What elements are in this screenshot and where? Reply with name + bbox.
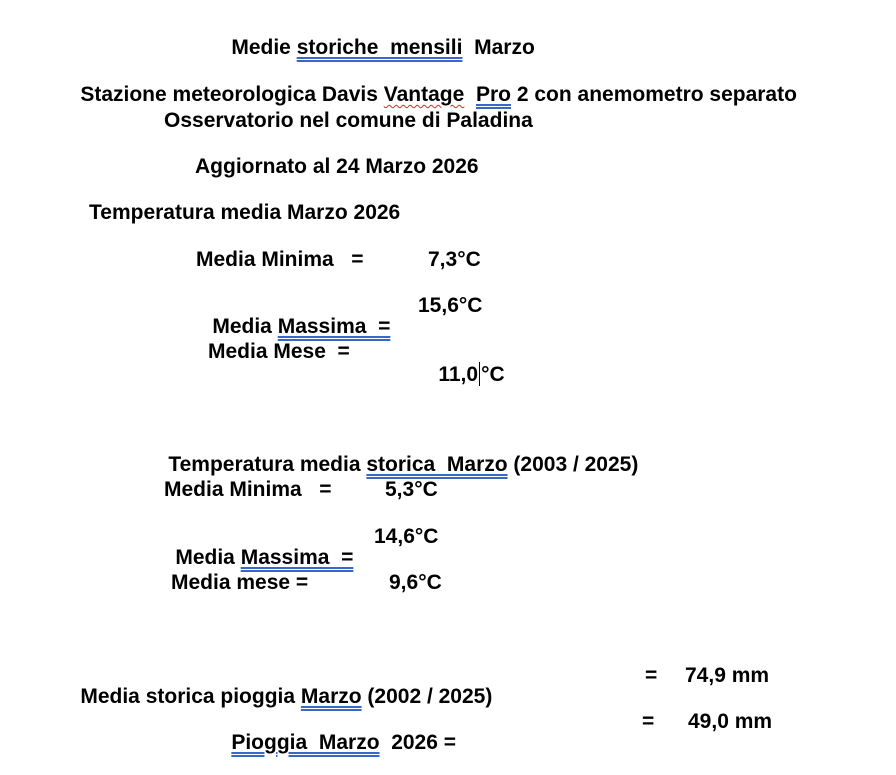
historical-max-value: 14,6°C (374, 525, 439, 548)
title-part-underlined: storiche mensili (296, 36, 463, 59)
rain-current-equals: = (642, 710, 655, 733)
rain-current-label-part: 2026 = (379, 731, 457, 754)
station-part: 2 con anemometro separato (511, 83, 797, 106)
rain-historical-label-underlined: Marzo (300, 685, 362, 708)
rain-historical-label-part: (2002 / 2025) (361, 685, 493, 708)
rain-current-label-underlined: Pioggia Marzo (231, 731, 380, 754)
historical-month-value: 9,6°C (389, 571, 442, 594)
rain-historical-label-part: Media storica pioggia (80, 685, 301, 708)
historical-max-label-underlined: Massima = (240, 546, 354, 569)
station-part-spellcheck: Vantage (383, 83, 465, 106)
current-max-label-part: Media (212, 315, 278, 338)
current-max-value: 15,6°C (418, 294, 483, 317)
station-part-underlined: Pro (476, 83, 512, 106)
rain-current-value: 49,0 mm (688, 710, 773, 733)
current-min-value: 7,3°C (428, 248, 481, 271)
historical-heading-part: (2003 / 2025) (507, 453, 639, 476)
current-month-value-number: 11,0 (438, 363, 479, 386)
current-max-label-underlined: Massima = (277, 315, 391, 338)
current-month-value-unit: °C (481, 363, 505, 386)
observatory-line: Osservatorio nel comune di Paladina (164, 109, 533, 132)
title-part: Marzo (462, 36, 535, 59)
station-part (464, 83, 476, 106)
rain-historical-value: 74,9 mm (685, 664, 770, 687)
current-temp-heading: Temperatura media Marzo 2026 (89, 201, 401, 224)
historical-heading-part: Temperatura media (168, 453, 367, 476)
station-part: Stazione meteorologica Davis (80, 83, 384, 106)
updated-line: Aggiornato al 24 Marzo 2026 (195, 155, 479, 178)
current-month-value (415, 341, 505, 407)
historical-max-label-part: Media (175, 546, 241, 569)
historical-month-label: Media mese = (171, 571, 309, 594)
rain-historical-equals: = (645, 664, 658, 687)
historical-min-label: Media Minima = (164, 478, 332, 501)
title-part: Medie (231, 36, 297, 59)
current-month-label: Media Mese = (208, 340, 350, 363)
historical-min-value: 5,3°C (385, 478, 438, 501)
current-min-label: Media Minima = (196, 248, 364, 271)
historical-heading-underlined: storica Marzo (366, 453, 508, 476)
text-cursor (479, 362, 480, 386)
